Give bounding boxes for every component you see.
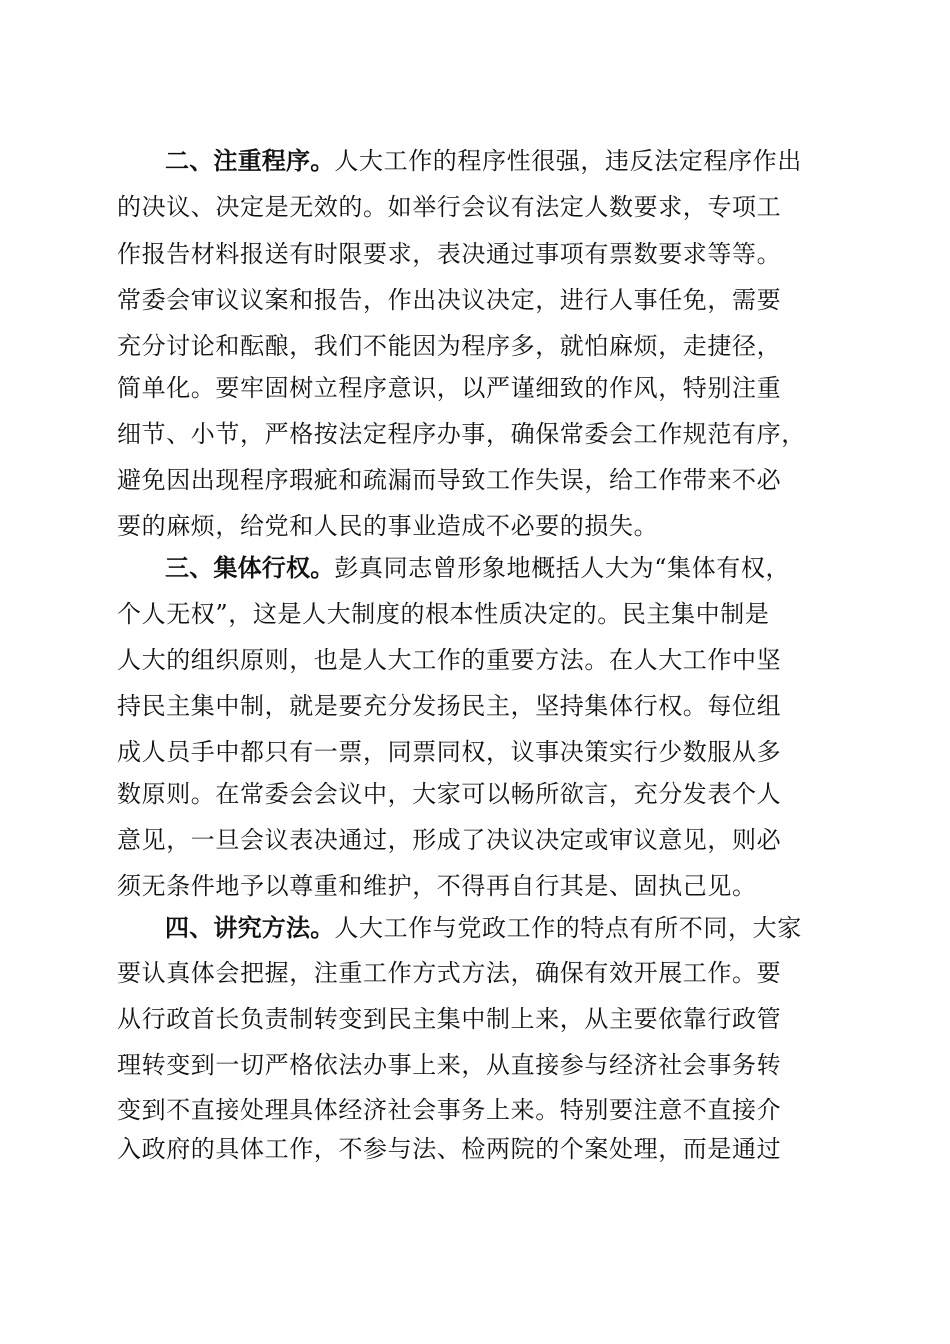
paragraph-line: 常委会审议议案和报告，作出决议决定，进行人事任免，需要	[117, 286, 782, 314]
paragraph-line	[165, 906, 837, 950]
paragraph-line: 从行政首长负责制转变到民主集中制上来，从主要依靠行政管	[117, 1005, 782, 1033]
paragraph-line: 变到不直接处理具体经济社会事务上来。特别要注意不直接介	[117, 1096, 782, 1124]
paragraph-text: 人大工作与党政工作的特点有所不同，大家	[334, 914, 802, 942]
paragraph-line: 理转变到一切严格依法办事上来，从直接参与经济社会事务转	[117, 1051, 782, 1079]
paragraph-line: 意见，一旦会议表决通过，形成了决议决定或审议意见，则必	[117, 826, 782, 854]
paragraph-line: 要的麻烦，给党和人民的事业造成不必要的损失。	[117, 512, 659, 540]
section-heading: 三、集体行权。	[165, 554, 335, 582]
paragraph-line: 成人员手中都只有一票，同票同权，议事决策实行少数服从多	[117, 738, 782, 766]
paragraph-line: 要认真体会把握，注重工作方式方法，确保有效开展工作。要	[117, 959, 782, 987]
paragraph-text: 彭真同志曾形象地概括人大为“集体有权，	[334, 554, 791, 582]
paragraph-text: 人大工作的程序性很强，违反法定程序作出	[334, 147, 802, 175]
section-heading: 四、讲究方法。	[165, 914, 335, 942]
paragraph-line: 充分讨论和酝酿，我们不能因为程序多，就怕麻烦，走捷径，	[117, 332, 782, 360]
paragraph-line: 人大的组织原则，也是人大工作的重要方法。在人大工作中坚	[117, 646, 782, 674]
paragraph-line: 入政府的具体工作，不参与法、检两院的个案处理，而是通过	[117, 1135, 782, 1163]
section-heading: 二、注重程序。	[165, 147, 335, 175]
paragraph-line: 数原则。在常委会会议中，大家可以畅所欲言，充分发表个人	[117, 780, 782, 808]
paragraph-line: 的决议、决定是无效的。如举行会议有法定人数要求，专项工	[117, 193, 782, 221]
paragraph-line: 简单化。要牢固树立程序意识，以严谨细致的作风，特别注重	[117, 374, 782, 402]
paragraph-line: 避免因出现程序瑕疵和疏漏而导致工作失误，给工作带来不必	[117, 466, 782, 494]
paragraph-line	[165, 546, 837, 590]
paragraph-line	[165, 139, 837, 183]
paragraph-line: 细节、小节，严格按法定程序办事，确保常委会工作规范有序，	[117, 420, 806, 448]
paragraph-line: 持民主集中制，就是要充分发扬民主，坚持集体行权。每位组	[117, 692, 782, 720]
paragraph-line: 个人无权”，这是人大制度的根本性质决定的。民主集中制是	[117, 600, 770, 628]
paragraph-line: 作报告材料报送有时限要求，表决通过事项有票数要求等等。	[117, 240, 782, 268]
paragraph-line: 须无条件地予以尊重和维护，不得再自行其是、固执己见。	[117, 872, 757, 900]
